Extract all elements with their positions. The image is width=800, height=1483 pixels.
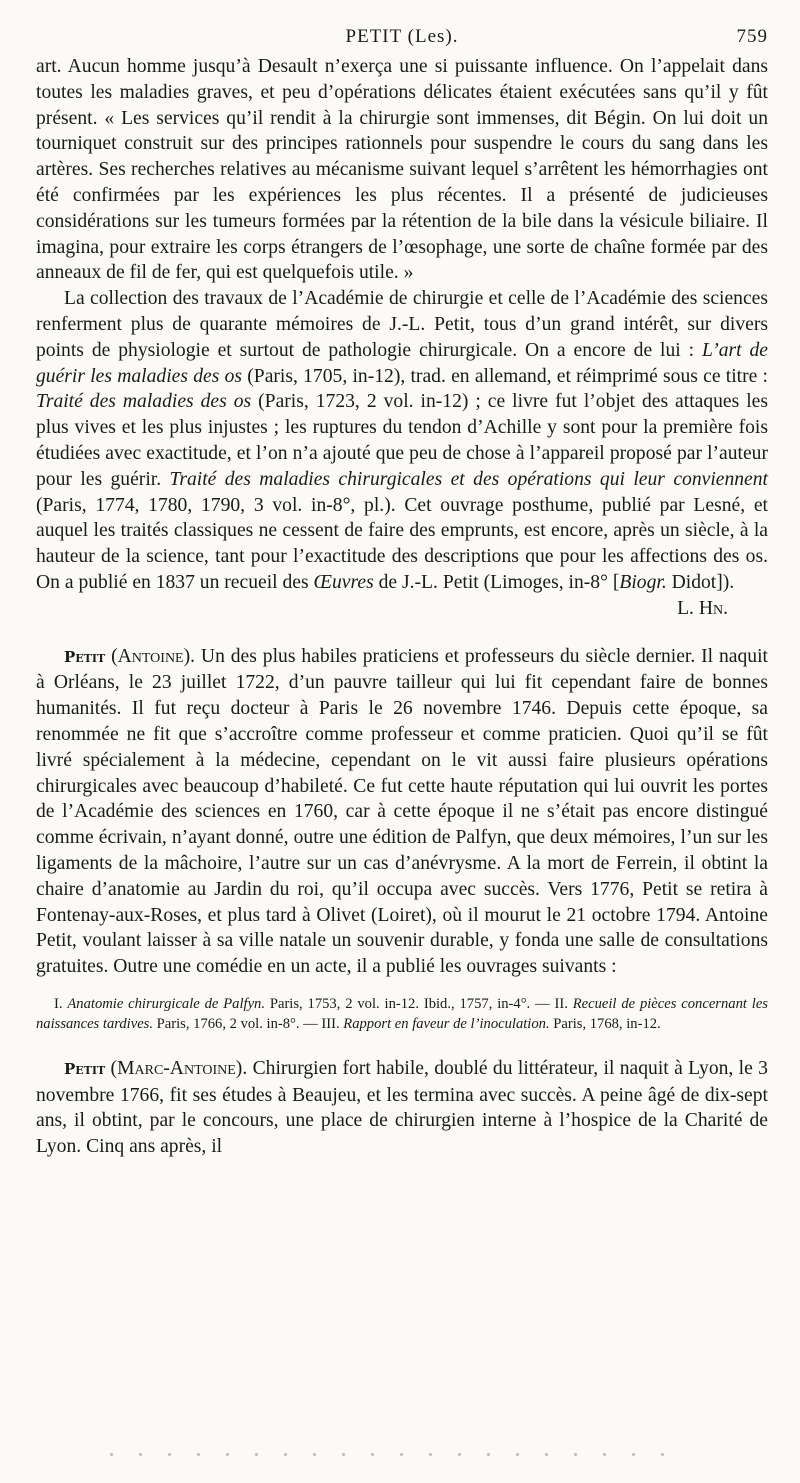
running-title: PETIT (Les). xyxy=(345,26,459,47)
page-bottom-specks xyxy=(110,1443,750,1449)
running-header xyxy=(36,22,768,54)
entry-marc-antoine-petit xyxy=(36,1056,768,1160)
paragraph-continued: art. Aucun homme jusqu’à Desault n’exerça une si puissante influence. On l’appelait dans toutes les maladies graves, et peu d’opérations délicates étaient exécutées sans qu’il y fût présent. « Les services qu’il rendit à la chirurgie sont immenses, dit Bégin. On lui doit un tourniquet construit sur des principes rationnels pour suspendre le cours du sang dans les artères. Ses recherches relatives au mécanisme suivant lequel s’arrêtent les hémorrhagies ont été confirmées par les expériences les plus récentes. Il a présenté de judicieuses considérations sur les tumeurs formées par la rétention de la bile dans la vésicule biliaire. Il imagina, pour extraire les corps étrangers de l’œsophage, une sorte de chaîne formée par des anneaux de fil de fer, qui est quelquefois utile. » xyxy=(36,56,768,284)
entry-name: (Antoine). xyxy=(105,645,201,667)
page xyxy=(36,22,768,1160)
author-signature: L. Hn. xyxy=(677,597,728,619)
entry-antoine-petit xyxy=(36,644,768,1034)
entry-text: Un des plus habiles praticiens et professeurs du siècle dernier. Il naquit à Orléans, le 23 juillet 1722, d’un pauvre tailleur qui lui fit cependant faire de bonnes humanités. Il fut reçu docteur à Paris le 26 novembre 1746. Depuis cette époque, sa renommée ne fit que s’accroître comme professeur et comme praticien. Quoi qu’il se fût livré spécialement à la médecine, cependant on le vit aussi faire plusieurs opérations chirurgicales avec beaucoup d’habileté. Ce fut cette haute réputation qui lui ouvrit les portes de l’Académie des sciences en 1760, car à cette époque il ne s’était pas encore distingué comme écrivain, n’ayant donné, outre une édition de Palfyn, que deux mémoires, l’un sur les ligaments de la mâchoire, l’autre sur un cas d’anévrysme. A la mort de Ferrein, il obtint la chaire d’anatomie au Jardin du roi, qu’il occupa avec succès. Vers 1776, Petit se retira à Fontenay-aux-Roses, et plus tard à Olivet (Loiret), où il mourut le 21 octobre 1794. Antoine Petit, voulant laisser à sa ville natale un souvenir durable, y fonda une salle de consultations gratuites. Outre une comédie en un acte, il a publié les ouvrages suivants : xyxy=(36,645,768,978)
entry-headword: Petit xyxy=(64,647,106,666)
entry-text: Chirurgien fort habile, doublé du littérateur, il naquit à Lyon, le 3 novembre 1766, fit ses études à Beaujeu, et les termina avec succès. A peine âgé de dix-sept ans, il obtint, par le concours, une place de chirurgien interne à l’hospice de la Charité de Lyon. Cinq ans après, il xyxy=(36,1057,768,1158)
entry-name: (Marc-Antoine). xyxy=(105,1057,253,1079)
paragraph-works: La collection des travaux de l’Académie de chirurgie et celle de l’Académie des sciences renferment plus de quarante mémoires de J.-L. Petit, tous d’un grand intérêt, sur divers points de physiologie et surtout de pathologie chirurgicale. On a encore de lui : L’art de guérir les maladies des os (Paris, 1705, in-12), trad. en allemand, et réimprimé sous ce titre : Traité des maladies des os (Paris, 1723, 2 vol. in-12) ; ce livre fut l’objet des attaques les plus vives et les plus injustes ; les ruptures du tendon d’Achille y sont pour la première fois étudiées avec exactitude, et l’on n’a ajouté que peu de chose à l’appareil proposé par l’auteur pour les guérir. Traité des maladies chirurgicales et des opérations qui leur conviennent (Paris, 1774, 1780, 1790, 3 vol. in-8°, pl.). Cet ouvrage posthume, publié par Lesné, et auquel les traités classiques ne cessent de faire des emprunts, est encore, après un siècle, à la hauteur de la science, tant pour l’exactitude des descriptions que pour les affections des os. On a publié en 1837 un recueil des Œuvres de J.-L. Petit (Limoges, in-8° [Biogr. Didot]). L. Hn. xyxy=(36,286,768,596)
entry-headword: Petit xyxy=(64,1059,106,1078)
page-number: 759 xyxy=(736,26,768,47)
bibliography: I. Anatomie chirurgicale de Palfyn. Paris, 1753, 2 vol. in-12. Ibid., 1757, in-4°. — II. Recueil de pièces concernant les naissances tardives. Paris, 1766, 2 vol. in-8°. — III. Rapport en faveur de l’inoculation. Paris, 1768, in-12. xyxy=(36,995,768,1032)
